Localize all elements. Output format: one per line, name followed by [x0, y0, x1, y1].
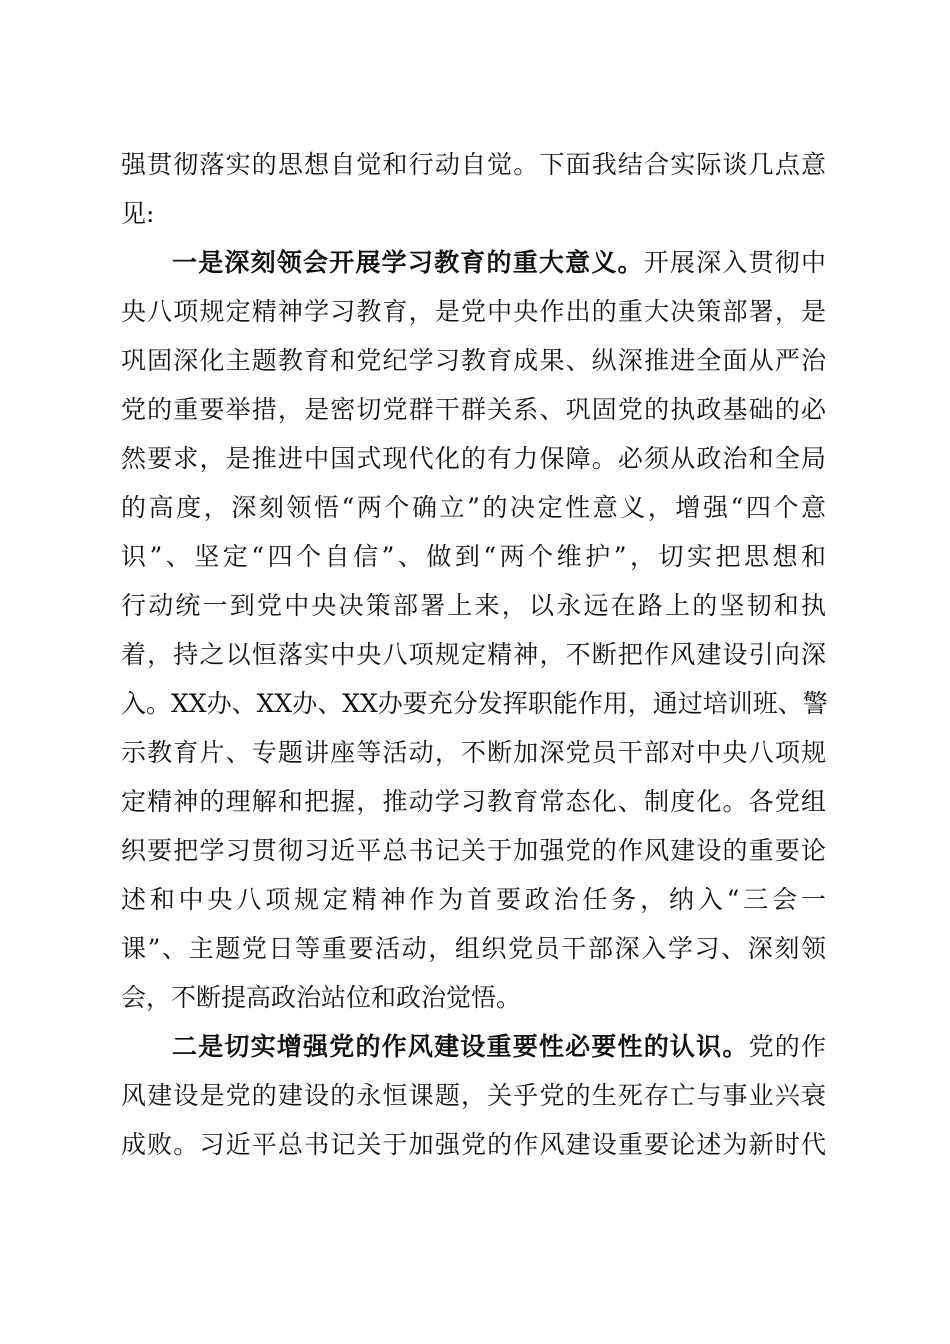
paragraph-line: 示教育片、专题讲座等活动，不断加深党员干部对中央八项规	[121, 738, 826, 767]
paragraph-line: 行动统一到党中央决策部署上来，以永远在路上的坚韧和执	[121, 591, 826, 620]
paragraph-line: 风建设是党的建设的永恒课题，关乎党的生死存亡与事业兴衰	[121, 1081, 826, 1110]
paragraph-line: 央八项规定精神学习教育，是党中央作出的重大决策部署，是	[121, 297, 826, 326]
point1-heading: 一是深刻领会开展学习教育的重大意义。	[172, 248, 644, 277]
paragraph-line: 着，持之以恒落实中央八项规定精神，不断把作风建设引向深	[121, 640, 826, 669]
point2-heading: 二是切实增强党的作风建设重要性必要性的认识。	[172, 1032, 749, 1061]
point1-first-line	[172, 243, 826, 283]
point2-first-text: 党的作	[748, 1032, 826, 1061]
paragraph-line: 述和中央八项规定精神作为首要政治任务，纳入“三会一	[121, 885, 826, 914]
point2-first-line	[172, 1027, 826, 1067]
paragraph-line: 定精神的理解和把握，推动学习教育常态化、制度化。各党组	[121, 787, 826, 816]
paragraph-line: 党的重要举措，是密切党群干群关系、巩固党的执政基础的必	[121, 395, 826, 424]
paragraph-line: 入。XX办、XX办、XX办要充分发挥职能作用，通过培训班、警	[121, 689, 828, 718]
paragraph-line: 然要求，是推进中国式现代化的有力保障。必须从政治和全局	[121, 444, 826, 473]
paragraph-line: 会，不断提高政治站位和政治觉悟。	[121, 983, 522, 1012]
paragraph-line: 课”、主题党日等重要活动，组织党员干部深入学习、深刻领	[121, 934, 826, 963]
paragraph-line: 织要把学习贯彻习近平总书记关于加强党的作风建设的重要论	[121, 836, 826, 865]
paragraph-line: 巩固深化主题教育和党纪学习教育成果、纵深推进全面从严治	[121, 346, 826, 375]
intro-line-1: 强贯彻落实的思想自觉和行动自觉。下面我结合实际谈几点意	[121, 150, 826, 179]
paragraph-line: 的高度，深刻领悟“两个确立”的决定性意义，增强“四个意	[121, 493, 826, 522]
point1-first-text: 开展深入贯彻中	[643, 248, 826, 277]
paragraph-line: 识”、坚定“四个自信”、做到“两个维护”，切实把思想和	[121, 542, 826, 571]
paragraph-line: 成败。习近平总书记关于加强党的作风建设重要论述为新时代	[121, 1130, 826, 1159]
intro-line-2: 见:	[121, 199, 155, 228]
